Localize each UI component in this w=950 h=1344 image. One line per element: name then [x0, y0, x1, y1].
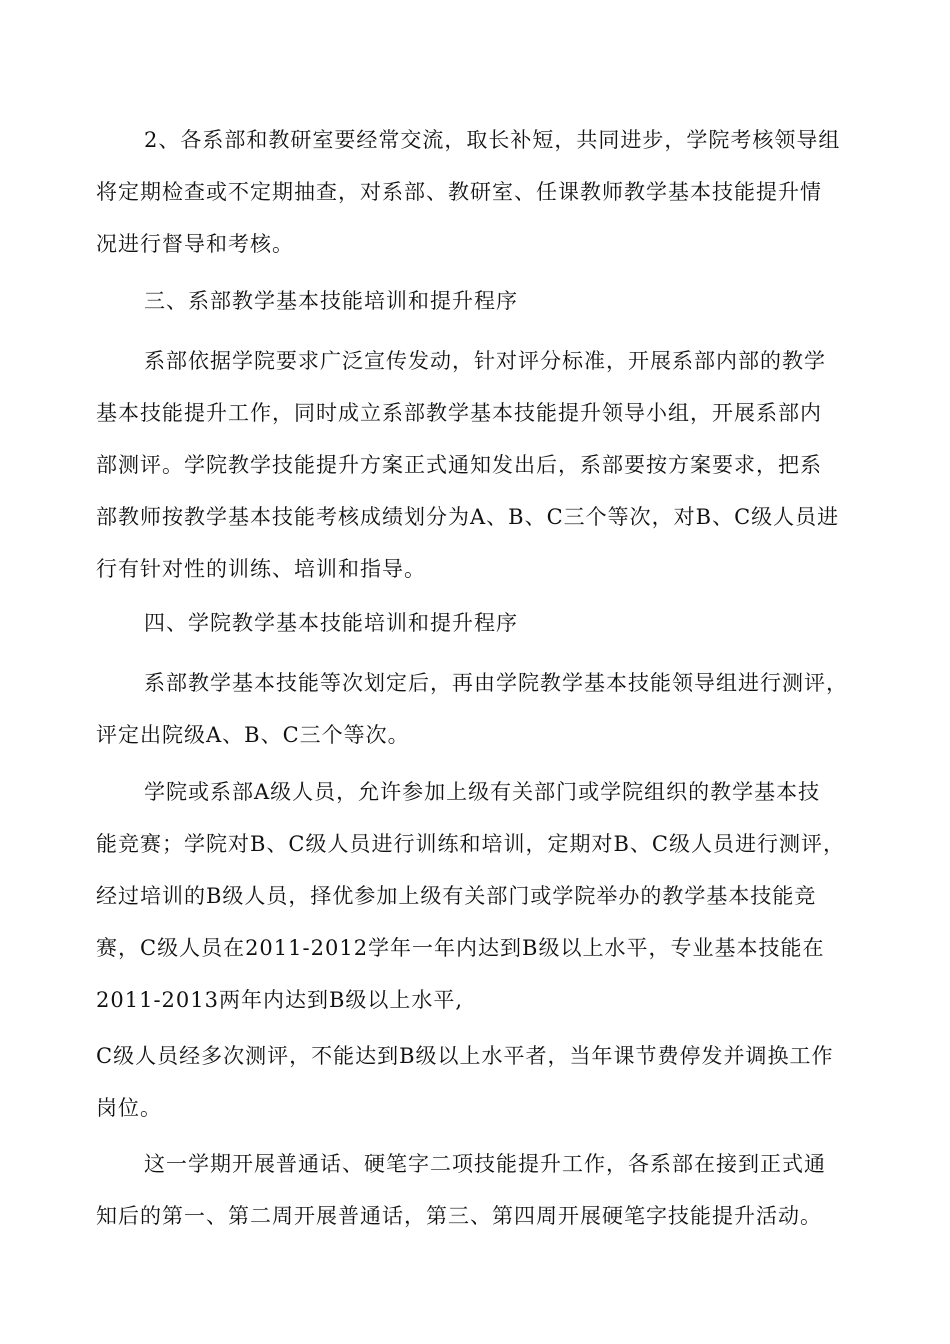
text-line: 这一学期开展普通话、硬笔字二项技能提升工作，各系部在接到正式通 — [144, 1152, 826, 1176]
paragraph-college-evaluation — [96, 657, 856, 761]
text-line: 系部教学基本技能等次划定后，再由学院教学基本技能领导组进行测评， — [144, 671, 848, 695]
text-line: 况进行督导和考核。 — [96, 232, 294, 256]
text-line: 部测评。学院教学技能提升方案正式通知发出后，系部要按方案要求，把系 — [96, 453, 822, 477]
text-line: 评定出院级A、B、C三个等次。 — [96, 723, 410, 747]
text-line: 部教师按教学基本技能考核成绩划分为A、B、C三个等次，对B、C级人员进 — [96, 505, 840, 529]
text-line: 行有针对性的训练、培训和指导。 — [96, 557, 426, 581]
text-line: 基本技能提升工作，同时成立系部教学基本技能提升领导小组，开展系部内 — [96, 401, 822, 425]
paragraph-department-procedure — [96, 335, 856, 595]
text-line: 系部依据学院要求广泛宣传发动，针对评分标准，开展系部内部的教学 — [144, 349, 826, 373]
heading-line: 三、系部教学基本技能培训和提升程序 — [144, 289, 518, 313]
heading-line: 四、学院教学基本技能培训和提升程序 — [144, 611, 518, 635]
text-line: 赛，C级人员在2011-2012学年一年内达到B级以上水平，专业基本技能在 — [96, 936, 825, 960]
section-heading-college-procedure — [96, 597, 856, 649]
text-line: 知后的第一、第二周开展普通话，第三、第四周开展硬笔字技能提升活动。 — [96, 1204, 822, 1228]
text-line: C级人员经多次测评，不能达到B级以上水平者，当年课节费停发并调换工作 — [96, 1044, 834, 1068]
text-line: 2、各系部和教研室要经常交流，取长补短，共同进步，学院考核领导组 — [144, 128, 841, 152]
paragraph-semester-schedule — [96, 1138, 856, 1242]
text-line: 经过培训的B级人员，择优参加上级有关部门或学院举办的教学基本技能竞 — [96, 884, 817, 908]
text-line: 将定期检查或不定期抽查，对系部、教研室、任课教师教学基本技能提升情 — [96, 180, 822, 204]
text-line: 岗位。 — [96, 1096, 162, 1120]
paragraph-c-level-penalty — [96, 1030, 856, 1134]
section-heading-department-procedure — [96, 275, 856, 327]
text-line: 能竞赛；学院对B、C级人员进行训练和培训，定期对B、C级人员进行测评， — [96, 832, 845, 856]
paragraph-level-training — [96, 766, 856, 1026]
text-line: 学院或系部A级人员，允许参加上级有关部门或学院组织的教学基本技 — [144, 780, 821, 804]
text-line: 2011-2013两年内达到B级以上水平, — [96, 988, 464, 1012]
paragraph-assessment-exchange — [96, 114, 856, 270]
